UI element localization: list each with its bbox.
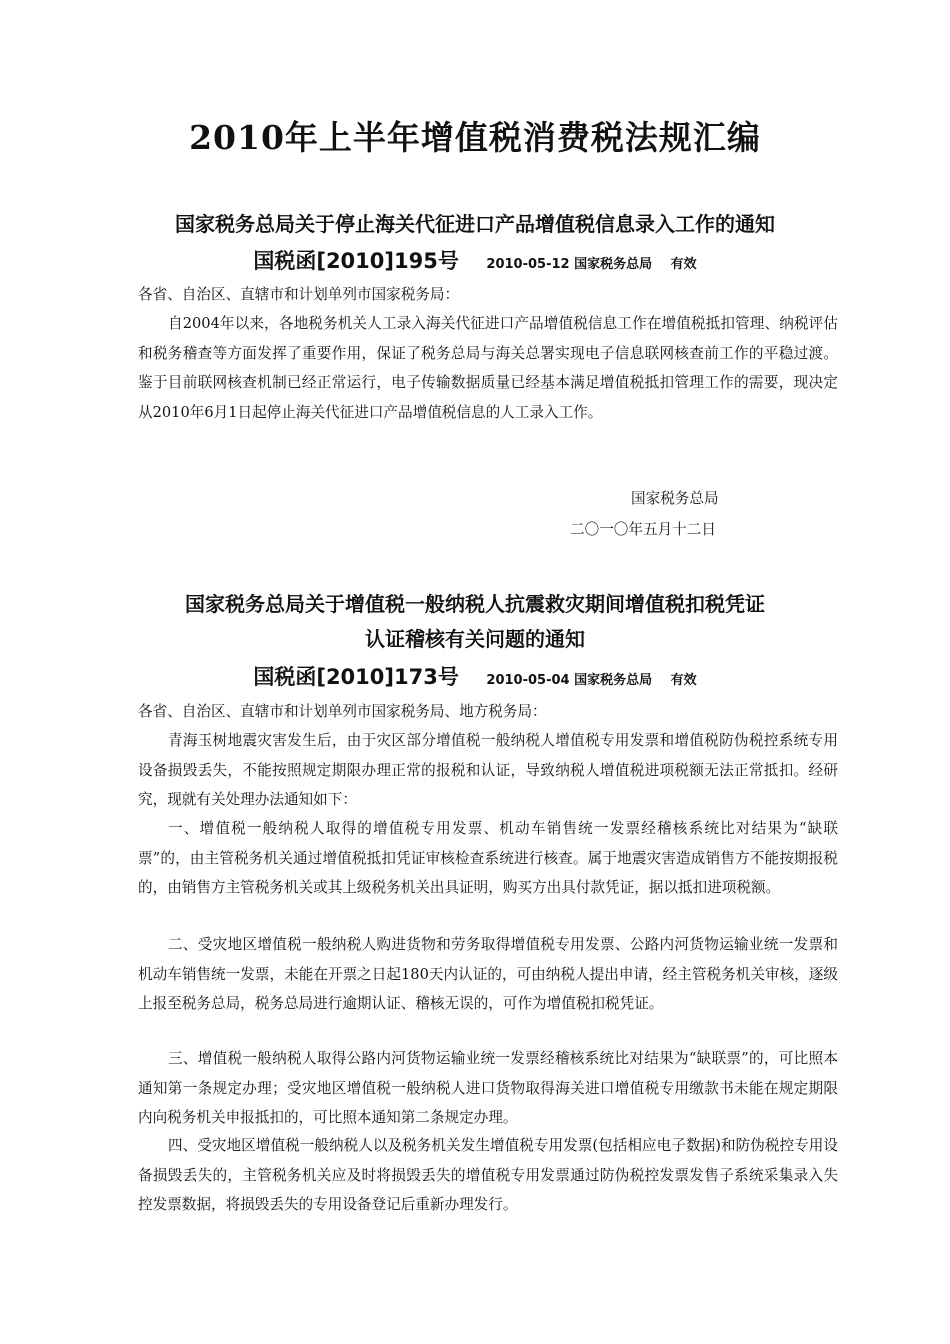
- signature-date: 二〇一〇年五月十二日: [570, 521, 716, 538]
- notice-title-line-1: 国家税务总局关于增值税一般纳税人抗震救灾期间增值税扣税凭证: [185, 592, 765, 616]
- status-text: 有效: [670, 673, 697, 688]
- body-paragraph: 三、增值税一般纳税人取得公路内河货物运输业统一发票经稽核系统比对结果为“缺联票”的，可比照本通知第一条规定办理；受灾地区增值税一般纳税人进口货物取得海关进口增值税专用缴款书未能在规定期限内向税务机关申报抵扣的，可比照本通知第二条规定办理。: [138, 1050, 838, 1126]
- notice-meta: [486, 673, 696, 688]
- document-title: 2010年上半年增值税消费税法规汇编: [189, 118, 761, 157]
- notice-title: 国家税务总局关于停止海关代征进口产品增值税信息录入工作的通知: [175, 212, 775, 236]
- body-paragraph: 青海玉树地震灾害发生后，由于灾区部分增值税一般纳税人增值税专用发票和增值税防伪税控系统专用设备损毁丢失，不能按照规定期限办理正常的报税和认证，导致纳税人增值税进项税额无法正常抵扣。经研究，现就有关处理办法通知如下：: [138, 732, 838, 808]
- notice-title-line-2: 认证稽核有关问题的通知: [365, 627, 585, 651]
- issue-date: 2010-05-12: [486, 257, 570, 272]
- doc-number: 国税函[2010]195号: [253, 249, 459, 273]
- issue-date: 2010-05-04: [486, 673, 570, 688]
- body-paragraph: 二、受灾地区增值税一般纳税人购进货物和劳务取得增值税专用发票、公路内河货物运输业统一发票和机动车销售统一发票，未能在开票之日起180天内认证的，可由纳税人提出申请，经主管税务机关审核，逐级上报至税务总局，税务总局进行逾期认证、稽核无误的，可作为增值税扣税凭证。: [138, 936, 838, 1012]
- doc-number: 国税函[2010]173号: [253, 665, 459, 689]
- body-paragraph: 四、受灾地区增值税一般纳税人以及税务机关发生增值税专用发票(包括相应电子数据)和防伪税控专用设备损毁丢失的，主管税务机关应及时将损毁丢失的增值税专用发票通过防伪税控发票发售子系统采集录入失控发票数据，将损毁丢失的专用设备登记后重新办理发行。: [138, 1137, 838, 1213]
- salutation: 各省、自治区、直辖市和计划单列市国家税务局：: [138, 286, 460, 303]
- body-paragraph: 一、增值税一般纳税人取得的增值税专用发票、机动车销售统一发票经稽核系统比对结果为“缺联票”的，由主管税务机关通过增值税抵扣凭证审核检查系统进行核查。属于地震灾害造成销售方不能按期报税的，由销售方主管税务机关或其上级税务机关出具证明，购买方出具付款凭证，据以抵扣进项税额。: [138, 820, 838, 896]
- notice-meta: [486, 257, 696, 272]
- salutation: 各省、自治区、直辖市和计划单列市国家税务局、地方税务局：: [138, 703, 547, 720]
- notice-header-line: [0, 662, 950, 696]
- body-paragraph: 自2004年以来，各地税务机关人工录入海关代征进口产品增值税信息工作在增值税抵扣管理、纳税评估和税务稽查等方面发挥了重要作用，保证了税务总局与海关总署实现电子信息联网核查前工作的平稳过渡。鉴于目前联网核查机制已经正常运行，电子传输数据质量已经基本满足增值税抵扣管理工作的需要，现决定从2010年6月1日起停止海关代征进口产品增值税信息的人工录入工作。: [138, 315, 838, 421]
- notice-header-line: [0, 246, 950, 280]
- issuer: 国家税务总局: [574, 673, 653, 688]
- signature: 国家税务总局: [631, 490, 719, 507]
- issuer: 国家税务总局: [574, 257, 653, 272]
- status-text: 有效: [670, 257, 697, 272]
